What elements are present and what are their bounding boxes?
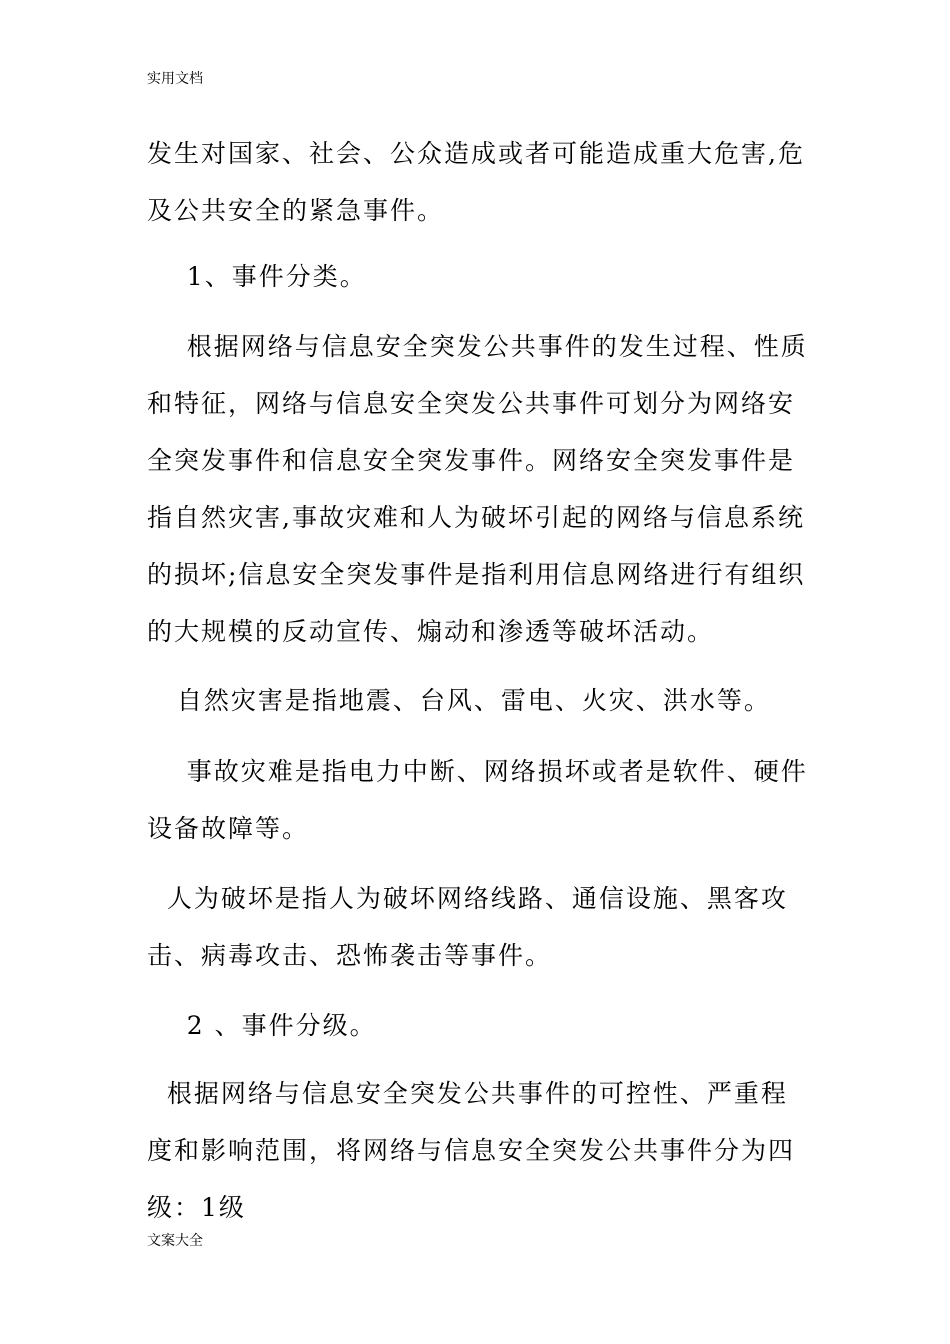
paragraph-intro-continuation: 发生对国家、社会、公众造成或者可能造成重大危害,危及公共安全的紧急事件。 [147,139,805,225]
paragraph-natural-disasters: 自然灾害是指地震、台风、雷电、火灾、洪水等。 [147,686,771,715]
paragraph-accidents: 事故灾难是指电力中断、网络损坏或者是软件、硬件设备故障等。 [147,757,808,843]
heading-event-classification: 1、事件分类。 [147,262,367,291]
page-header: 实用文档 [147,71,203,87]
paragraph-grading-detail: 根据网络与信息安全突发公共事件的可控性、严重程度和影响范围，将网络与信息安全突发公共事件分为四级：1级 [147,1079,796,1222]
paragraph-human-sabotage: 人为破坏是指人为破坏网络线路、通信设施、黑客攻击、病毒攻击、恐怖袭击等事件。 [147,884,788,970]
heading-event-grading: 2 、事件分级。 [147,1011,377,1040]
page-footer: 文案大全 [147,1233,203,1249]
paragraph-classification-detail: 根据网络与信息安全突发公共事件的发生过程、性质和特征，网络与信息安全突发公共事件可划分为网络安全突发事件和信息安全突发事件。网络安全突发事件是指自然灾害,事故灾难和人为破坏引起的网络与信息系统的损坏;信息安全突发事件是指利用信息网络进行有组织的大规模的反动宣传、煽动和渗透等破坏活动。 [147,332,808,646]
